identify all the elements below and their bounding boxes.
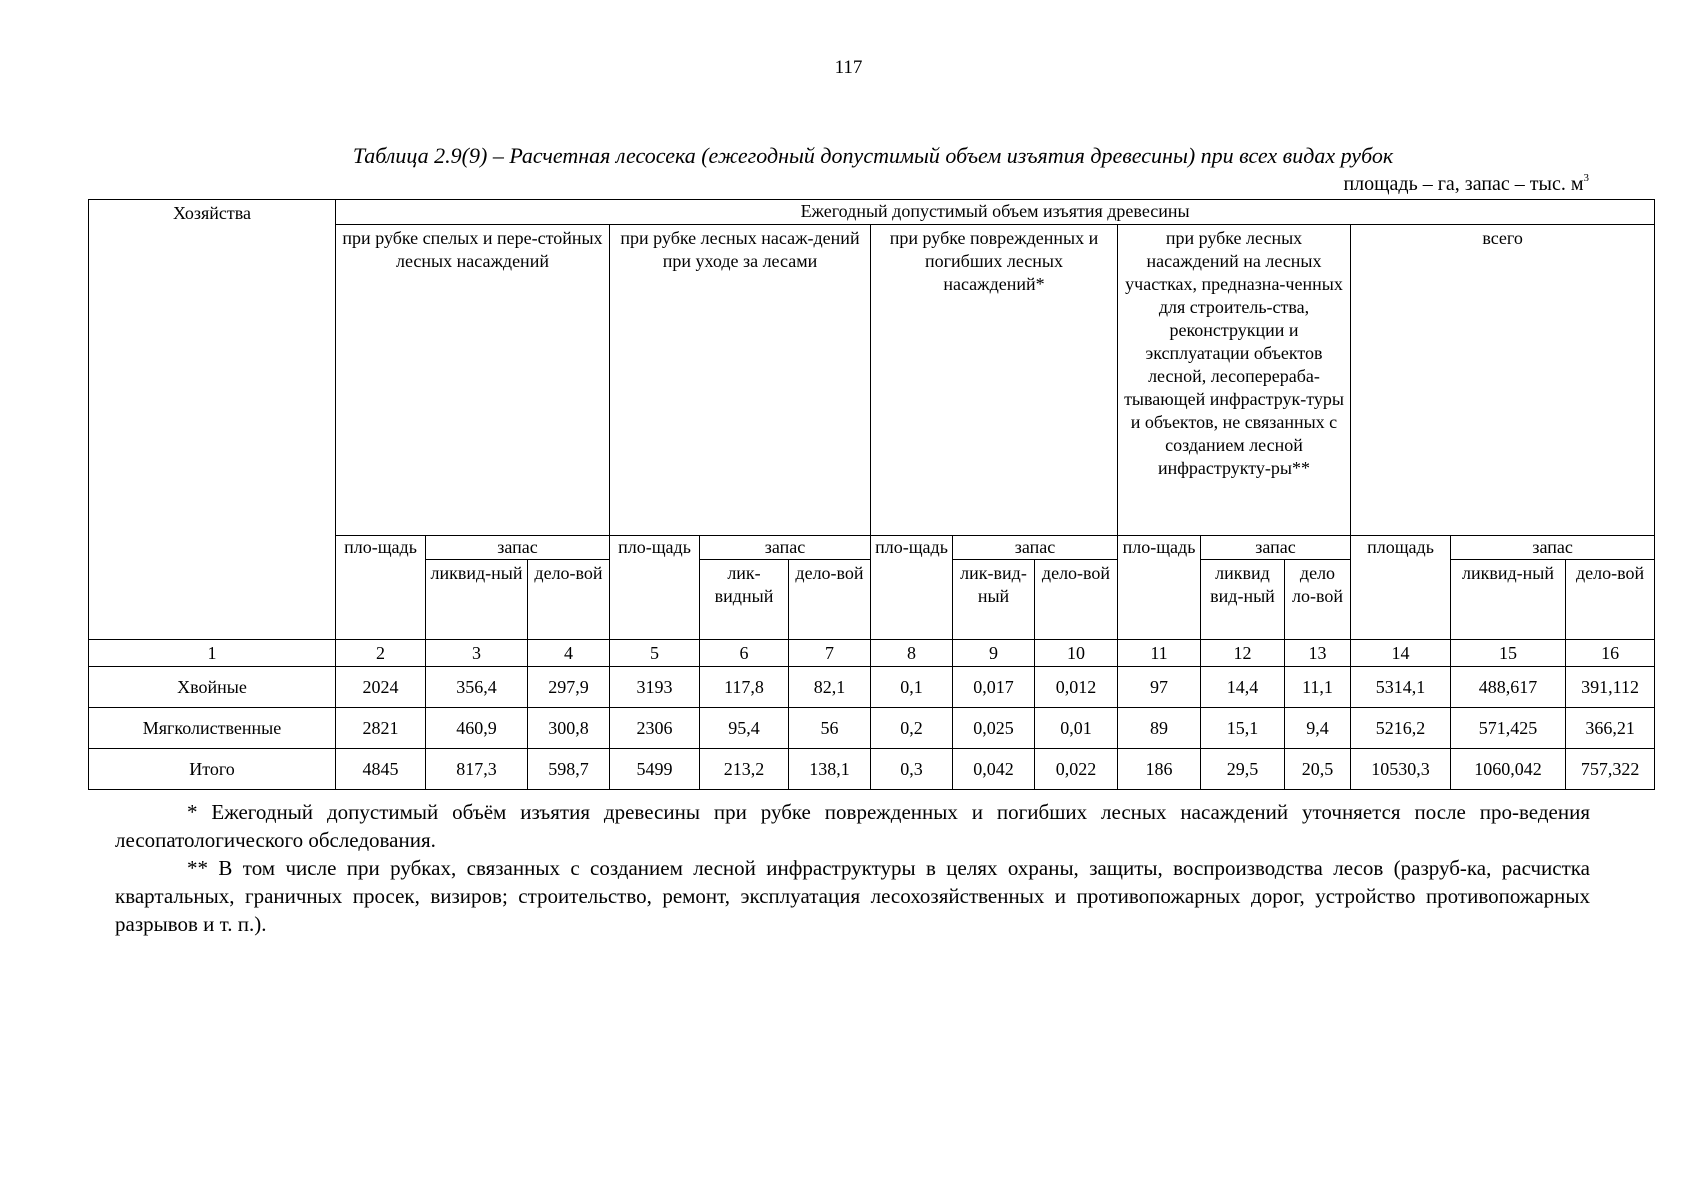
table-caption: Таблица 2.9(9) – Расчетная лесосека (ежегодный допустимый объем изъятия древесины) при всех видах рубок	[352, 143, 1394, 168]
column-number: 15	[1451, 640, 1566, 667]
group-header-damaged: при рубке поврежденных и погибших лесных насаждений*	[871, 225, 1118, 536]
column-number: 10	[1035, 640, 1118, 667]
header-business: дело-вой	[789, 560, 871, 640]
table-cell: 0,01	[1035, 708, 1118, 749]
table-cell: 213,2	[700, 749, 789, 790]
column-number: 16	[1566, 640, 1655, 667]
header-business: дело-вой	[528, 560, 610, 640]
header-liquid: лик-видный	[700, 560, 789, 640]
table-cell: 20,5	[1285, 749, 1351, 790]
table-cell: 15,1	[1201, 708, 1285, 749]
header-stock: запас	[426, 536, 610, 560]
table-cell: 14,4	[1201, 667, 1285, 708]
footnote-infrastructure: ** В том числе при рубках, связанных с созданием лесной инфраструктуры в целях охраны, защиты, воспроизводства лесов (разруб-ка, расчистка квартальных, граничных просек, визиров; строительство, ремонт, эксплуатация лесохозяйственных и противопожарных дорог, устройство противопожарных разрывов и т. п.).	[115, 856, 1590, 936]
table-cell: 488,617	[1451, 667, 1566, 708]
header-area: площадь	[1351, 536, 1451, 640]
table-cell: 571,425	[1451, 708, 1566, 749]
table-cell: 186	[1118, 749, 1201, 790]
table-cell: 0,2	[871, 708, 953, 749]
column-number: 11	[1118, 640, 1201, 667]
units-superscript: 3	[1583, 172, 1589, 184]
units-note	[86, 172, 1589, 196]
table-cell: 5499	[610, 749, 700, 790]
table-cell: 138,1	[789, 749, 871, 790]
table-cell: 391,112	[1566, 667, 1655, 708]
row-label: Итого	[89, 749, 336, 790]
table-cell: 95,4	[700, 708, 789, 749]
header-area: пло-щадь	[610, 536, 700, 640]
column-number-row	[89, 640, 1655, 667]
table-cell: 598,7	[528, 749, 610, 790]
header-area: пло-щадь	[336, 536, 426, 640]
header-stock: запас	[1451, 536, 1655, 560]
table-cell: 117,8	[700, 667, 789, 708]
column-number: 2	[336, 640, 426, 667]
header-liquid: ликвид вид-ный	[1201, 560, 1285, 640]
header-stock: запас	[953, 536, 1118, 560]
table-cell: 5314,1	[1351, 667, 1451, 708]
table-cell: 0,3	[871, 749, 953, 790]
header-liquid: ликвид-ный	[1451, 560, 1566, 640]
group-header-infrastructure: при рубке лесных насаждений на лесных участках, предназна-ченных для строитель-ства, реконструкции и эксплуатации объектов лесной, лесоперераба-тывающей инфраструк-туры и объектов, не связанных с созданием лесной инфраструкту-ры**	[1118, 225, 1351, 536]
allowable-cut-table	[88, 199, 1655, 790]
header-area: пло-щадь	[1118, 536, 1201, 640]
header-stock: запас	[1201, 536, 1351, 560]
column-number: 6	[700, 640, 789, 667]
table-cell: 817,3	[426, 749, 528, 790]
table-cell: 9,4	[1285, 708, 1351, 749]
table-cell: 97	[1118, 667, 1201, 708]
table-cell: 10530,3	[1351, 749, 1451, 790]
table-cell: 0,022	[1035, 749, 1118, 790]
column-number: 5	[610, 640, 700, 667]
table-row	[89, 749, 1655, 790]
table-cell: 297,9	[528, 667, 610, 708]
table-cell: 0,025	[953, 708, 1035, 749]
column-number: 13	[1285, 640, 1351, 667]
table-cell: 0,017	[953, 667, 1035, 708]
table-cell: 3193	[610, 667, 700, 708]
header-business: дело-вой	[1035, 560, 1118, 640]
group-header-care: при рубке лесных насаж-дений при уходе за лесами	[610, 225, 871, 536]
table-cell: 366,21	[1566, 708, 1655, 749]
header-area: пло-щадь	[871, 536, 953, 640]
table-cell: 757,322	[1566, 749, 1655, 790]
row-label: Мягколиственные	[89, 708, 336, 749]
table-cell: 4845	[336, 749, 426, 790]
column-number: 8	[871, 640, 953, 667]
column-number: 12	[1201, 640, 1285, 667]
footnotes	[115, 798, 1590, 938]
column-number: 9	[953, 640, 1035, 667]
row-label: Хвойные	[89, 667, 336, 708]
column-number: 14	[1351, 640, 1451, 667]
column-number: 4	[528, 640, 610, 667]
table-cell: 5216,2	[1351, 708, 1451, 749]
table-row	[89, 708, 1655, 749]
header-business: дело-вой	[1566, 560, 1655, 640]
footnote-damaged: * Ежегодный допустимый объём изъятия древесины при рубке поврежденных и погибших лесных насаждений уточняется после про-ведения лесопатологического обследования.	[115, 800, 1590, 852]
header-liquid: ликвид-ный	[426, 560, 528, 640]
table-cell: 460,9	[426, 708, 528, 749]
table-cell: 0,042	[953, 749, 1035, 790]
table-cell: 2821	[336, 708, 426, 749]
header-stock: запас	[700, 536, 871, 560]
group-header-total: всего	[1351, 225, 1655, 536]
table-cell: 11,1	[1285, 667, 1351, 708]
table-cell: 0,1	[871, 667, 953, 708]
column-number: 7	[789, 640, 871, 667]
table-cell: 1060,042	[1451, 749, 1566, 790]
page-number: 117	[834, 57, 863, 78]
table-row	[89, 667, 1655, 708]
table-cell: 300,8	[528, 708, 610, 749]
table-cell: 2306	[610, 708, 700, 749]
column-number: 1	[89, 640, 336, 667]
table-cell: 56	[789, 708, 871, 749]
table-cell: 356,4	[426, 667, 528, 708]
header-annual-volume: Ежегодный допустимый объем изъятия древесины	[336, 200, 1655, 225]
table-cell: 2024	[336, 667, 426, 708]
group-header-mature: при рубке спелых и пере-стойных лесных насаждений	[336, 225, 610, 536]
table-cell: 82,1	[789, 667, 871, 708]
table-cell: 29,5	[1201, 749, 1285, 790]
header-business: дело ло-вой	[1285, 560, 1351, 640]
table-cell: 89	[1118, 708, 1201, 749]
header-liquid: лик-вид-ный	[953, 560, 1035, 640]
header-farms: Хозяйства	[89, 200, 336, 640]
column-number: 3	[426, 640, 528, 667]
units-text: площадь – га, запас – тыс. м	[1343, 173, 1584, 195]
table-cell: 0,012	[1035, 667, 1118, 708]
